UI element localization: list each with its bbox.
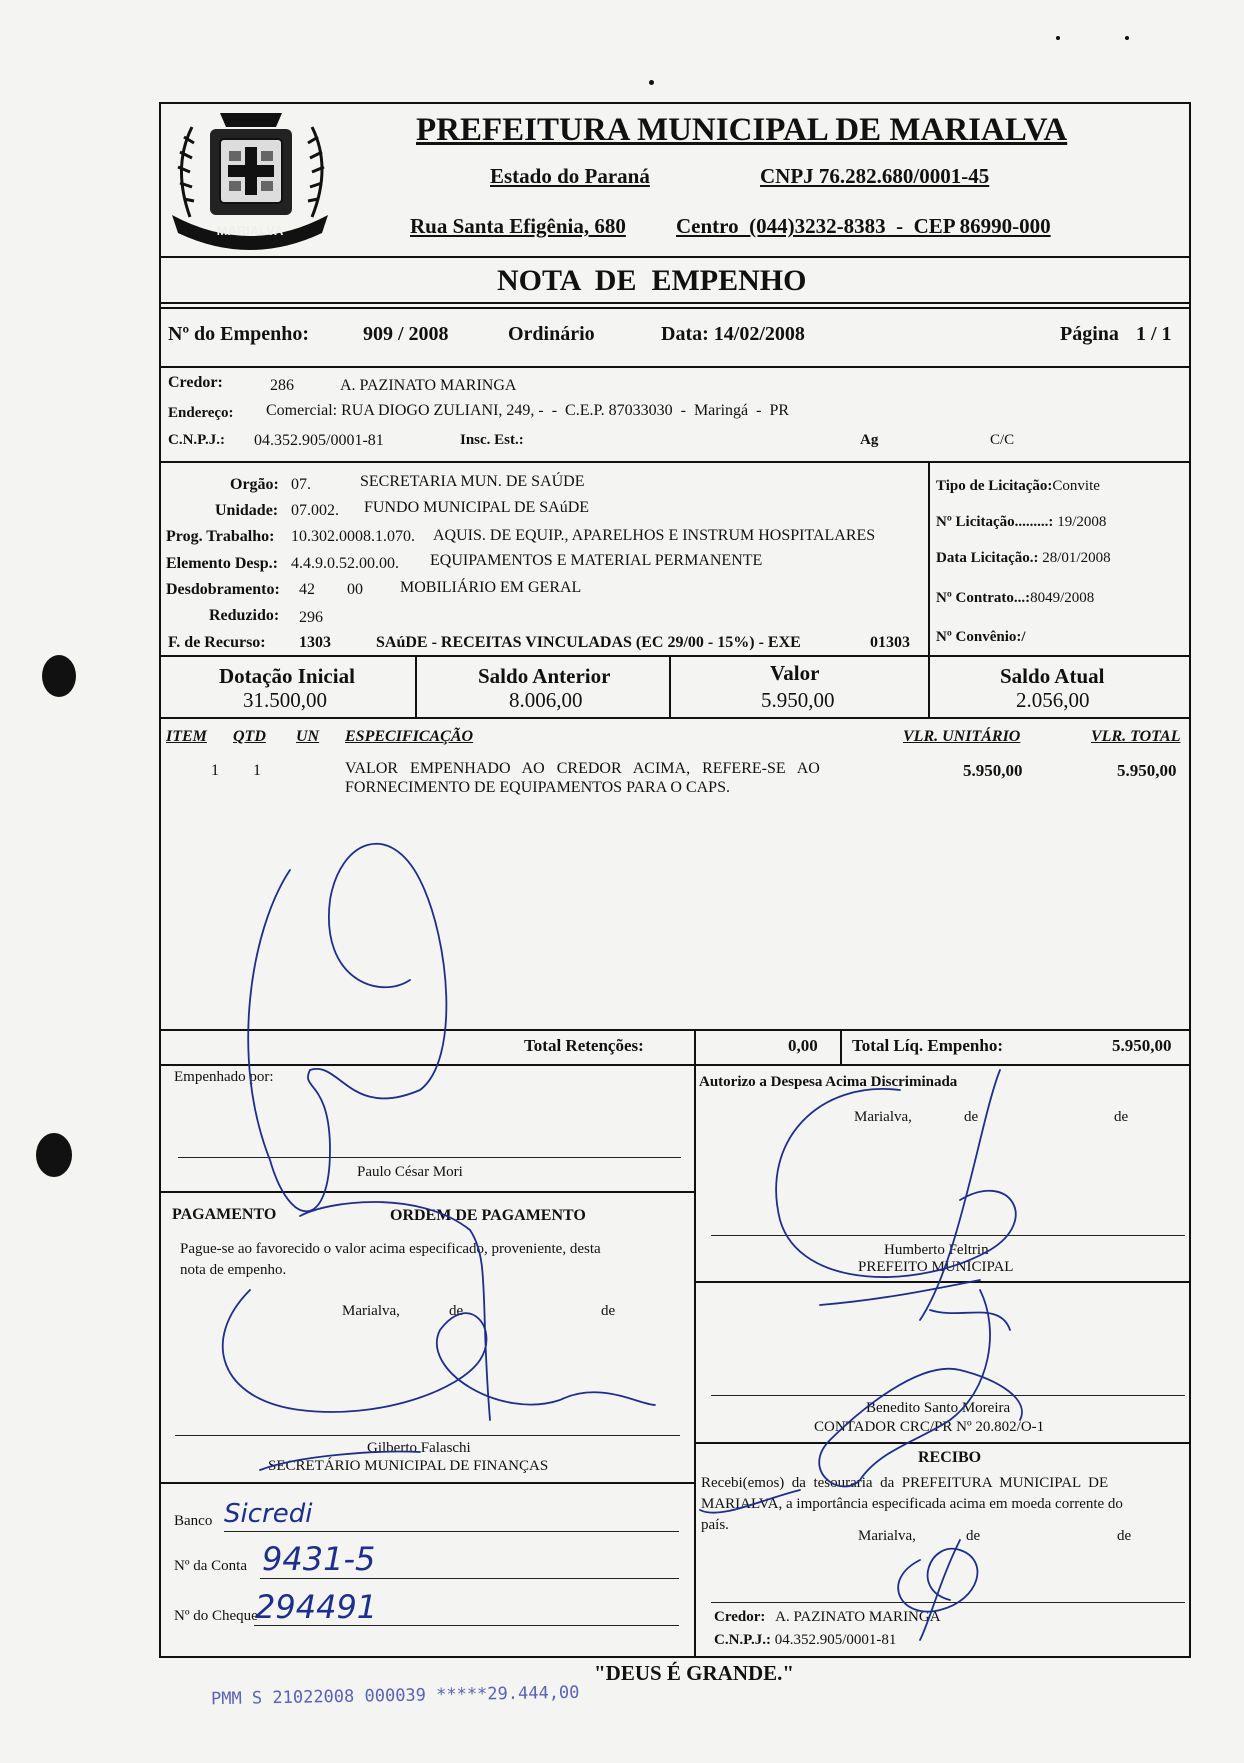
contrato-number: 8049/2008 [1030, 590, 1095, 606]
speck [1056, 36, 1060, 40]
address-label: Endereço: [168, 405, 234, 421]
payment-de-2: de [601, 1303, 616, 1319]
recurso-label: F. de Recurso: [168, 634, 266, 651]
accountant-title: CONTADOR CRC/PR Nº 20.802/O-1 [814, 1419, 1045, 1435]
recurso-name: SAúDE - RECEITAS VINCULADAS (EC 29/00 - 15%) - EXE [376, 634, 801, 651]
credor-code: 286 [270, 377, 294, 394]
item-spec-line1: VALOR EMPENHADO AO CREDOR ACIMA, REFERE-SE AO [345, 760, 820, 777]
recibo-text-line3: país. [701, 1517, 729, 1533]
orgao-name: SECRETARIA MUN. DE SAÚDE [360, 473, 585, 490]
saldo-atual-value: 2.056,00 [1016, 688, 1090, 712]
empenho-type: Ordinário [508, 323, 595, 345]
finance-secretary-name: Gilberto Falaschi [367, 1440, 471, 1456]
payment-text-line2: nota de empenho. [180, 1262, 287, 1278]
authorization-de-1: de [964, 1109, 979, 1125]
licitacao-numero: 19/2008 [1057, 514, 1107, 530]
mayor-name: Humberto Feltrin [884, 1242, 989, 1258]
dotacao-inicial-value: 31.500,00 [243, 688, 327, 712]
empenhado-signer: Paulo César Mori [357, 1164, 463, 1180]
elemento-code: 4.4.9.0.52.00.00. [291, 555, 399, 572]
svg-text:MARIALVA: MARIALVA [216, 223, 284, 238]
col-header-unit-value: VLR. UNITÁRIO [903, 728, 1021, 745]
banco-label: Banco [174, 1513, 213, 1529]
empenho-date: Data: 14/02/2008 [661, 323, 805, 345]
divider [928, 461, 930, 655]
prog-name: AQUIS. DE EQUIP., APARELHOS E INSTRUM HOSPITALARES [433, 527, 876, 544]
signature-line [711, 1235, 1185, 1236]
payment-de-1: de [449, 1303, 464, 1319]
authorization-title: Autorizo a Despesa Acima Discriminada [699, 1074, 958, 1090]
recibo-text-line1: Recebi(emos) da tesouraria da PREFEITURA MUNICIPAL DE [701, 1475, 1109, 1491]
divider [159, 256, 1191, 258]
orgao-label: Orgão: [230, 476, 279, 493]
divider [694, 1064, 696, 1658]
recibo-city: Marialva, [858, 1528, 916, 1544]
org-cnpj: CNPJ 76.282.680/0001-45 [760, 164, 990, 188]
item-number: 1 [211, 762, 219, 779]
reduzido-value: 296 [299, 609, 323, 626]
prog-code: 10.302.0008.1.070. [291, 528, 415, 545]
col-header-spec: ESPECIFICAÇÃO [345, 728, 474, 745]
payment-order-title: ORDEM DE PAGAMENTO [390, 1207, 586, 1224]
valor-label: Valor [770, 661, 820, 685]
signature-line [175, 1435, 680, 1436]
col-header-un: UN [296, 728, 320, 745]
divider [695, 1442, 1191, 1444]
divider [669, 655, 671, 717]
divider [159, 461, 1191, 463]
punch-hole-bottom [36, 1133, 72, 1177]
cheque-value: 294491 [255, 1588, 378, 1626]
authorization-city: Marialva, [854, 1109, 912, 1125]
desdobramento-b: 00 [347, 581, 363, 598]
page-label: Página [1060, 323, 1119, 345]
recibo-credor-name: A. PAZINATO MARINGA [775, 1609, 941, 1625]
prog-label: Prog. Trabalho: [166, 528, 275, 545]
retencoes-label: Total Retenções: [524, 1036, 644, 1055]
empenho-number: 909 / 2008 [363, 323, 449, 345]
retencoes-value: 0,00 [788, 1036, 818, 1055]
recibo-text-line2: MARIALVA, a importância especificada acima em moeda corrente do [701, 1496, 1123, 1512]
punch-hole-top [42, 655, 76, 697]
ag-label: Ag [860, 432, 879, 448]
recibo-cnpj-value: 04.352.905/0001-81 [774, 1632, 897, 1648]
municipal-crest [162, 107, 338, 255]
speck [649, 80, 654, 85]
recibo-title: RECIBO [918, 1449, 982, 1466]
divider [159, 717, 1191, 719]
divider [159, 307, 1191, 309]
conta-value: 9431-5 [262, 1540, 376, 1578]
divider [695, 1281, 1191, 1283]
recibo-credor [714, 1609, 941, 1626]
credor-label: Credor: [168, 374, 223, 391]
col-header-total-value: VLR. TOTAL [1091, 728, 1181, 745]
conta-label: Nº da Conta [174, 1558, 247, 1574]
finance-secretary-title: SECRETÁRIO MUNICIPAL DE FINANÇAS [268, 1458, 549, 1474]
cheque-line [254, 1625, 679, 1626]
payment-stamp: PMM S 21022008 000039 *****29.444,00 [210, 1682, 580, 1710]
footer-motto: "DEUS É GRANDE." [594, 1661, 795, 1685]
unidade-code: 07.002. [291, 502, 339, 519]
signature-line [711, 1602, 1185, 1603]
saldo-anterior-value: 8.006,00 [509, 688, 583, 712]
divider [159, 1064, 1191, 1066]
dotacao-inicial-label: Dotação Inicial [219, 664, 355, 688]
cheque-label: Nº do Cheque [174, 1608, 258, 1624]
cnpj-label: C.N.P.J.: [168, 432, 225, 448]
divider [694, 1029, 696, 1064]
recibo-cnpj-label: C.N.P.J.: [714, 1632, 771, 1648]
liquido-value: 5.950,00 [1112, 1036, 1172, 1055]
credor-address: Comercial: RUA DIOGO ZULIANI, 249, - - C.E.P. 87033030 - Maringá - PR [266, 402, 790, 419]
org-district-phone-cep: Centro (044)3232-8383 - CEP 86990-000 [676, 214, 1051, 238]
contrato-label: Nº Contrato...:8049/2008 [936, 590, 1095, 606]
empenho-label: Nº do Empenho: [168, 323, 310, 345]
recibo-credor-label: Credor: [714, 1609, 766, 1625]
divider [928, 655, 930, 717]
credor-name: A. PAZINATO MARINGA [340, 377, 517, 394]
item-total-value: 5.950,00 [1117, 761, 1177, 780]
elemento-name: EQUIPAMENTOS E MATERIAL PERMANENTE [430, 552, 763, 569]
mayor-title: PREFEITO MUNICIPAL [858, 1259, 1014, 1275]
col-header-qtd: QTD [233, 728, 266, 745]
recibo-cnpj [714, 1632, 896, 1649]
item-unit-value: 5.950,00 [963, 761, 1023, 780]
payment-section-label: PAGAMENTO [172, 1206, 277, 1223]
col-header-item: ITEM [166, 728, 207, 745]
divider [159, 302, 1191, 304]
licitacao-tipo: Convite [1052, 478, 1100, 494]
divider [840, 1029, 842, 1064]
unidade-label: Unidade: [215, 502, 279, 519]
credor-cnpj: 04.352.905/0001-81 [254, 432, 384, 449]
licitacao-data-label: Data Licitação.: 28/01/2008 [936, 550, 1111, 566]
saldo-anterior-label: Saldo Anterior [478, 664, 611, 688]
org-name: PREFEITURA MUNICIPAL DE MARIALVA [416, 112, 1068, 148]
divider [415, 655, 417, 717]
liquido-label: Total Líq. Empenho: [852, 1036, 1003, 1055]
recibo-de-2: de [1117, 1528, 1132, 1544]
item-qtd: 1 [253, 762, 261, 779]
saldo-atual-label: Saldo Atual [1000, 664, 1105, 688]
recurso-code-2: 01303 [870, 634, 910, 651]
divider [159, 1191, 695, 1193]
banco-line [224, 1531, 679, 1532]
speck [1125, 36, 1129, 40]
recurso-code: 1303 [299, 634, 331, 651]
divider [159, 655, 1191, 657]
payment-text-line1: Pague-se ao favorecido o valor acima especificado, proveniente, desta [180, 1241, 601, 1257]
document-title: NOTA DE EMPENHO [497, 264, 807, 297]
orgao-code: 07. [291, 476, 311, 493]
divider [159, 1482, 695, 1484]
reduzido-label: Reduzido: [209, 607, 280, 624]
desdobramento-label: Desdobramento: [166, 581, 280, 598]
signature-line [178, 1157, 681, 1158]
item-spec-line2: FORNECIMENTO DE EQUIPAMENTOS PARA O CAPS. [345, 779, 730, 796]
licitacao-numero-label: Nº Licitação.........: 19/2008 [936, 514, 1107, 530]
desdobramento-a: 42 [299, 581, 315, 598]
licitacao-tipo-label: Tipo de Licitação:Convite [936, 478, 1100, 494]
recibo-de-1: de [966, 1528, 981, 1544]
divider [159, 1029, 1191, 1031]
divider [159, 366, 1191, 368]
insc-label: Insc. Est.: [460, 432, 524, 448]
signature-line [711, 1395, 1185, 1396]
conta-line [260, 1578, 679, 1579]
accountant-name: Benedito Santo Moreira [866, 1400, 1011, 1416]
licitacao-data: 28/01/2008 [1042, 550, 1111, 566]
cc-label: C/C [990, 432, 1015, 448]
unidade-name: FUNDO MUNICIPAL DE SAúDE [364, 499, 590, 516]
payment-city: Marialva, [342, 1303, 400, 1319]
org-street: Rua Santa Efigênia, 680 [410, 214, 626, 238]
page-value: 1 / 1 [1136, 323, 1172, 345]
desdobramento-name: MOBILIÁRIO EM GERAL [400, 579, 582, 596]
banco-value: Sicredi [224, 1499, 313, 1529]
elemento-label: Elemento Desp.: [166, 555, 278, 572]
authorization-de-2: de [1114, 1109, 1129, 1125]
empenhado-label: Empenhado por: [174, 1069, 274, 1085]
valor-value: 5.950,00 [761, 688, 835, 712]
state-name: Estado do Paraná [490, 164, 650, 188]
convenio-label: Nº Convênio:/ [936, 629, 1026, 645]
